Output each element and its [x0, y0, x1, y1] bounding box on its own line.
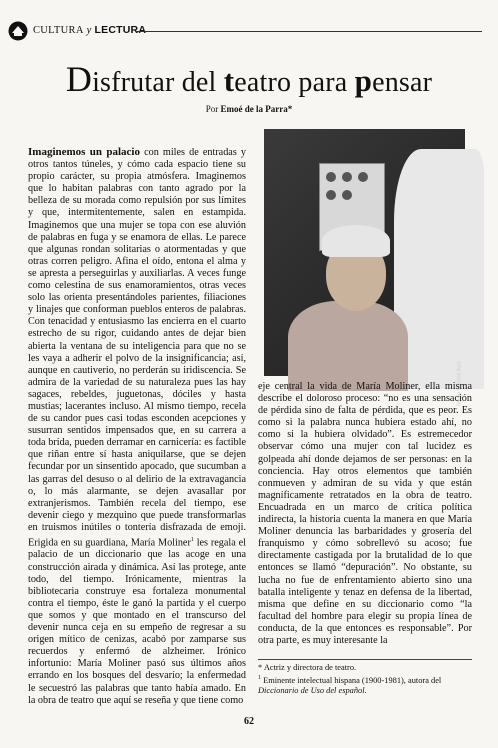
author-name: Emoé de la Parra* — [220, 104, 293, 114]
footnote-moliner: $^1$ Eminente intelectual hispana (1900-1981), autora del Diccionario de Uso del español. — [258, 675, 442, 696]
article-byline: Por Emoé de la Parra* — [205, 104, 293, 114]
magazine-logo-icon — [8, 21, 28, 41]
footnote-divider — [258, 659, 472, 660]
header-divider — [136, 31, 482, 32]
photo-credit: Sergio Carreón Ilust — [456, 362, 462, 407]
section-label: CULTURA y LECTURA — [33, 24, 147, 36]
footnote-author: * Actriz y directora de teatro. — [258, 663, 357, 672]
page-number: 62 — [244, 716, 254, 727]
article-photo — [264, 129, 465, 407]
article-title: Disfrutar del teatro para pensar — [65, 59, 433, 99]
page-header — [8, 21, 488, 41]
footnotes — [258, 663, 472, 696]
lead-phrase: Imaginemos un palacio — [28, 146, 140, 158]
body-column-2: eje central la vida de María Moliner, ella misma describe el doloroso proceso: “no es una sensación de pérdida sino de falta de pérdida, que es peor. Es como si la palabra nunca hubiera estado ahí, no como si la hubiera olvidado”. Es estremecedor observar cómo una mujer con tal lucidez es golpeada ahí donde dejamos de ser personas: en la conciencia. Hay otros elementos que también conmueven y admiran de su vida y que están magníficamente retratados en la obra de teatro. Encuadrada en un marco de crítica política indirecta, la historia cuenta la manera en que María Moliner denuncia las barbaridades y grosería del franquismo y cómo sobrellevó su acoso; fue directamente castigada por la brutalidad de lo que entonces se llamó “depuración”. No obstante, su lucha no fue de enfrentamiento abierto sino una batalla inteligente y tenaz en defensa de la libertad, misma que define en su diccionario como “la facultad del hombre para elegir su propia línea de conducta, de la que entonces es responsable”. Por otra parte, es muy interesante la — [258, 381, 472, 646]
body-column-1: Imaginemos un palacio con miles de entradas y otros tantos túneles, y cómo cada espacio tiene su propio carácter, su propia atmósfera. Imaginemos que lo habitan palabras con tanto agrado por la belleza de su morada como repulsión por sus límites y que, intermitentemente, salen en estampida. Imaginemos que una mujer se topa con ese aluvión de palabras en fuga y se enamora de ellas. Le parece que algunas rondan solitarias o atormentadas y que otras corren peligro. Afina el oído, entona el alma y se apresta a perseguirlas y auxiliarlas. A veces funge como celestina de sus enamoramientos, otras veces solo las orienta presentándoles parientes, filiaciones y linajes que conforman pueblos enteros de palabras. Con tenacidad y entusiasmo las encierra en el cuarto estrecho de su rigor, cuidando antes de dejar bien abierta la ventana de su inteligencia para que no se les vaya a adherir el polvo de la insignificancia; así, aunque en cautiverio, no perderán su iridiscencia. Se admira de la variedad de su naturaleza pues las hay sagaces, rebeldes, juguetonas, dóciles y hasta mustias; lacerantes incluso. Al mismo tiempo, recela de su candor pues casi todas esconden acepciones y susurran sentidos impensados que, en su carrera a toda brida, pueden derramar en carnicería: es factible que riñan entre sí hasta aniquilarse, que se dejen fecundar por un sinsentido apocado, que sucumban a las garras del desuso o al delirio de la extravagancia o, lo más alarmante, se dejen avasallar por extranjerismos. También recela del tiempo, ese devenir ciego y mezquino que puede transformarlas en truismos inútiles o tontería disfrazada de emoji. Erigida en su guardiana, María Moliner$^1$ les regala el palacio de un diccionario que las acoge en una construcción airada y dinámica. Así las protege, ante todo, del tiempo. Irónicamente, mientras la bibliotecaria construye esa fortaleza monumental contra el tiempo, éste le ganó la partida y el cuerpo que somos y que montado en el transcurso del devenir nunca ceja en su empeño de regresar a su origen mítico de cenizas, acabó por zamparse sus recuerdos y enfermó de alzheimer. Irónico infortunio: María Moliner pasó sus últimos años errando en los bosques del desvarío; la enfermedad le secuestró las palabras que tanto había amado. En la obra de teatro que aquí se reseña y que tiene como — [28, 146, 246, 706]
